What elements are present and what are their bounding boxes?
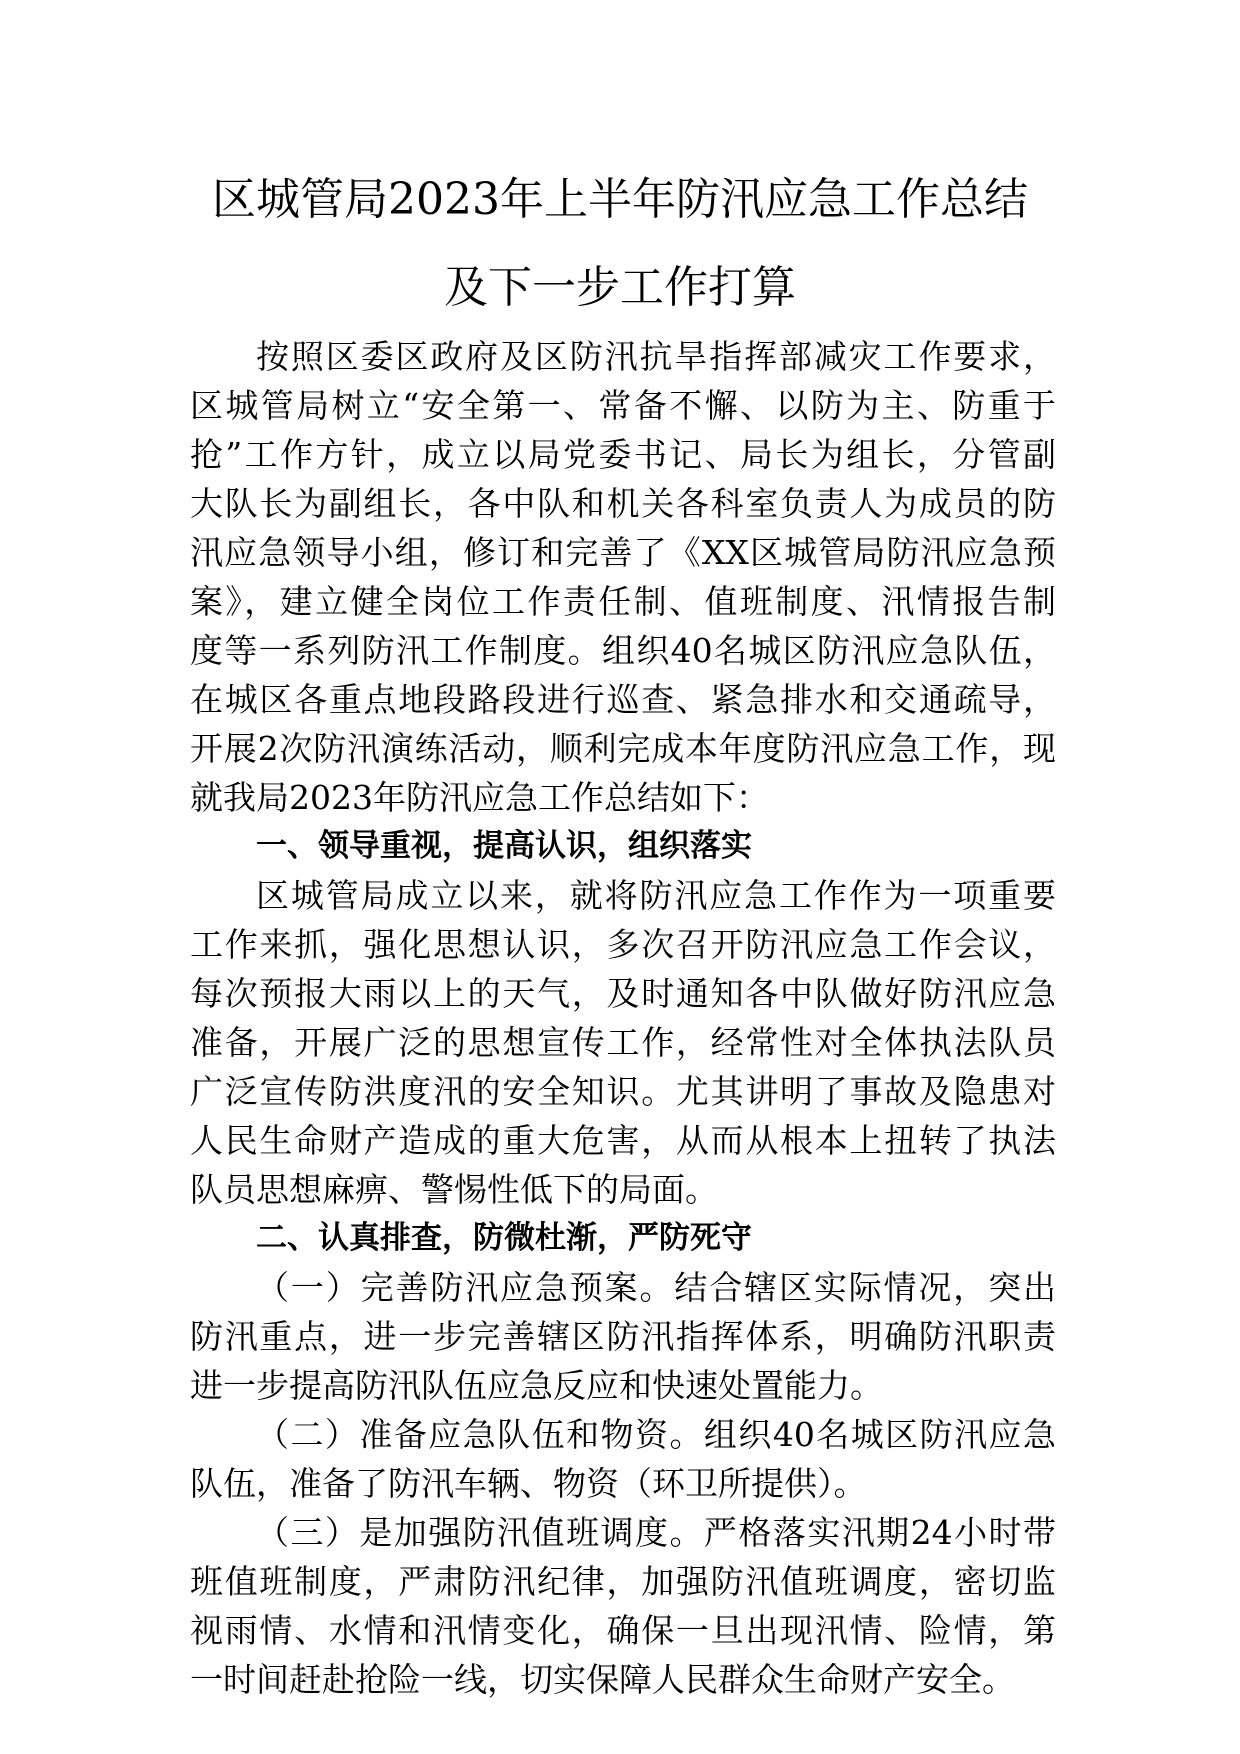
body-line: 准备，开展广泛的思想宣传工作，经常性对全体执法队员 — [190, 1023, 1056, 1062]
body-line: 工作来抓，强化思想认识，多次召开防汛应急工作会议， — [190, 925, 1056, 964]
body-line: （二）准备应急队伍和物资。组织40名城区防汛应急 — [256, 1415, 1056, 1454]
body-line: 人民生命财产造成的重大危害，从而从根本上扭转了执法 — [190, 1121, 1056, 1160]
body-line: 队伍，准备了防汛车辆、物资（环卫所提供）。 — [190, 1464, 867, 1503]
body-line: 广泛宣传防洪度汛的安全知识。尤其讲明了事故及隐患对 — [190, 1072, 1056, 1111]
body-line: 进一步提高防汛队伍应急反应和快速处置能力。 — [190, 1366, 883, 1405]
body-line: 就我局2023年防汛应急工作总结如下： — [190, 778, 769, 817]
body-line: （三）是加强防汛值班调度。严格落实汛期24小时带 — [256, 1513, 1056, 1552]
body-line: 按照区委区政府及区防汛抗旱指挥部减灾工作要求， — [256, 337, 1056, 376]
body-line: （一）完善防汛应急预案。结合辖区实际情况，突出 — [256, 1268, 1056, 1307]
body-line: 开展2次防汛演练活动，顺利完成本年度防汛应急工作，现 — [190, 729, 1056, 768]
document-title-line-1: 区城管局2023年上半年防汛应急工作总结 — [212, 174, 1028, 225]
body-line: 一时间赶赴抢险一线，切实保障人民群众生命财产安全。 — [190, 1660, 1015, 1699]
document-body — [190, 332, 1056, 1704]
body-line: 区城管局成立以来，就将防汛应急工作作为一项重要 — [256, 876, 1056, 915]
body-line: 区城管局树立“安全第一、常备不懈、以防为主、防重于 — [190, 386, 1056, 425]
section-heading-1: 一、领导重视，提高认识，组织落实 — [256, 828, 752, 864]
section-heading-2: 二、认真排查，防微杜渐，严防死守 — [256, 1220, 752, 1256]
body-line: 队员思想麻痹、警惕性低下的局面。 — [190, 1170, 718, 1209]
document-title-line-2: 及下一步工作打算 — [444, 262, 796, 313]
body-line: 汛应急领导小组，修订和完善了《XX区城管局防汛应急预 — [190, 533, 1056, 572]
body-line: 每次预报大雨以上的天气，及时通知各中队做好防汛应急 — [190, 974, 1056, 1013]
body-line: 班值班制度，严肃防汛纪律，加强防汛值班调度，密切监 — [190, 1562, 1056, 1601]
body-line: 大队长为副组长，各中队和机关各科室负责人为成员的防 — [190, 484, 1056, 523]
body-line: 在城区各重点地段路段进行巡查、紧急排水和交通疏导， — [190, 680, 1056, 719]
body-line: 防汛重点，进一步完善辖区防汛指挥体系，明确防汛职责 — [190, 1317, 1056, 1356]
body-line: 案》，建立健全岗位工作责任制、值班制度、汛情报告制 — [190, 582, 1056, 621]
body-line: 视雨情、水情和汛情变化，确保一旦出现汛情、险情，第 — [190, 1611, 1056, 1650]
body-line: 度等一系列防汛工作制度。组织40名城区防汛应急队伍， — [190, 631, 1056, 670]
body-line: 抢”工作方针，成立以局党委书记、局长为组长，分管副 — [190, 435, 1056, 474]
